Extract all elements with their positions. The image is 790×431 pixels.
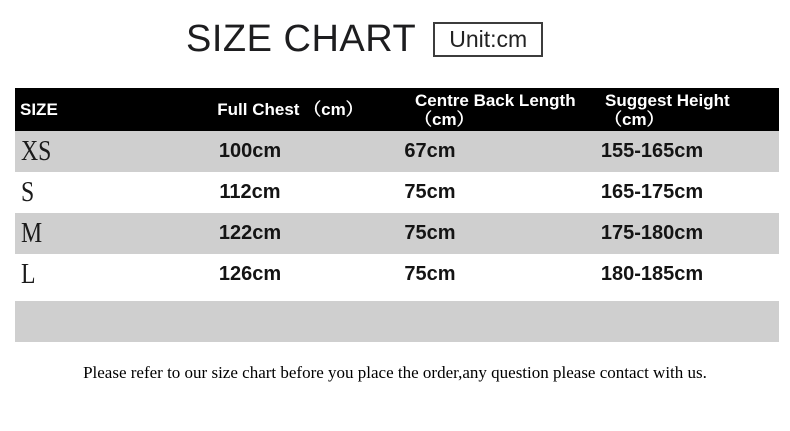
footer-note: Please refer to our size chart before you place the order,any question please contact with us. — [83, 363, 707, 382]
unit-badge — [433, 22, 543, 57]
size-value: S — [21, 176, 35, 208]
size-value: M — [21, 217, 43, 249]
size-cell — [15, 258, 165, 291]
size-cell — [15, 176, 165, 209]
size-table — [15, 88, 779, 342]
size-cell — [15, 135, 165, 168]
suggest-height-cell: 180-185cm — [600, 263, 704, 285]
full-chest-cell: 112cm — [219, 181, 281, 203]
column-header-centre-back-length-line2: （cm） — [415, 109, 474, 129]
full-chest-cell: 126cm — [218, 263, 282, 285]
centre-back-length-cell: 67cm — [404, 140, 456, 162]
column-header-suggest-height-line1: Suggest Height — [605, 90, 730, 110]
column-header-full-chest: Full Chest （cm） — [217, 100, 363, 119]
full-chest-cell: 122cm — [218, 222, 282, 244]
column-header-suggest-height — [590, 88, 779, 131]
suggest-height-cell: 155-165cm — [600, 140, 704, 162]
table-row-xs — [15, 131, 779, 172]
centre-back-length-cell: 75cm — [404, 263, 456, 285]
full-chest-cell: 100cm — [218, 140, 282, 162]
suggest-height-cell: 165-175cm — [600, 181, 704, 203]
suggest-height-cell: 175-180cm — [600, 222, 704, 244]
page-title: SIZE CHART — [186, 18, 417, 60]
centre-back-length-cell: 75cm — [404, 181, 456, 203]
size-cell — [15, 217, 165, 250]
table-row-l — [15, 254, 779, 295]
column-header-size: SIZE — [20, 100, 58, 119]
column-header-centre-back-length — [400, 88, 590, 131]
column-header-centre-back-length-line1: Centre Back Length — [415, 90, 576, 110]
unit-label: Unit:cm — [449, 25, 528, 52]
size-value: L — [21, 258, 36, 290]
table-row-m — [15, 213, 779, 254]
table-row-s — [15, 172, 779, 213]
centre-back-length-cell: 75cm — [404, 222, 456, 244]
title-row — [186, 20, 543, 58]
table-header-row — [15, 88, 779, 131]
size-value: XS — [21, 135, 52, 167]
column-header-suggest-height-line2: （cm） — [605, 109, 664, 129]
empty-gray-row — [15, 301, 779, 342]
